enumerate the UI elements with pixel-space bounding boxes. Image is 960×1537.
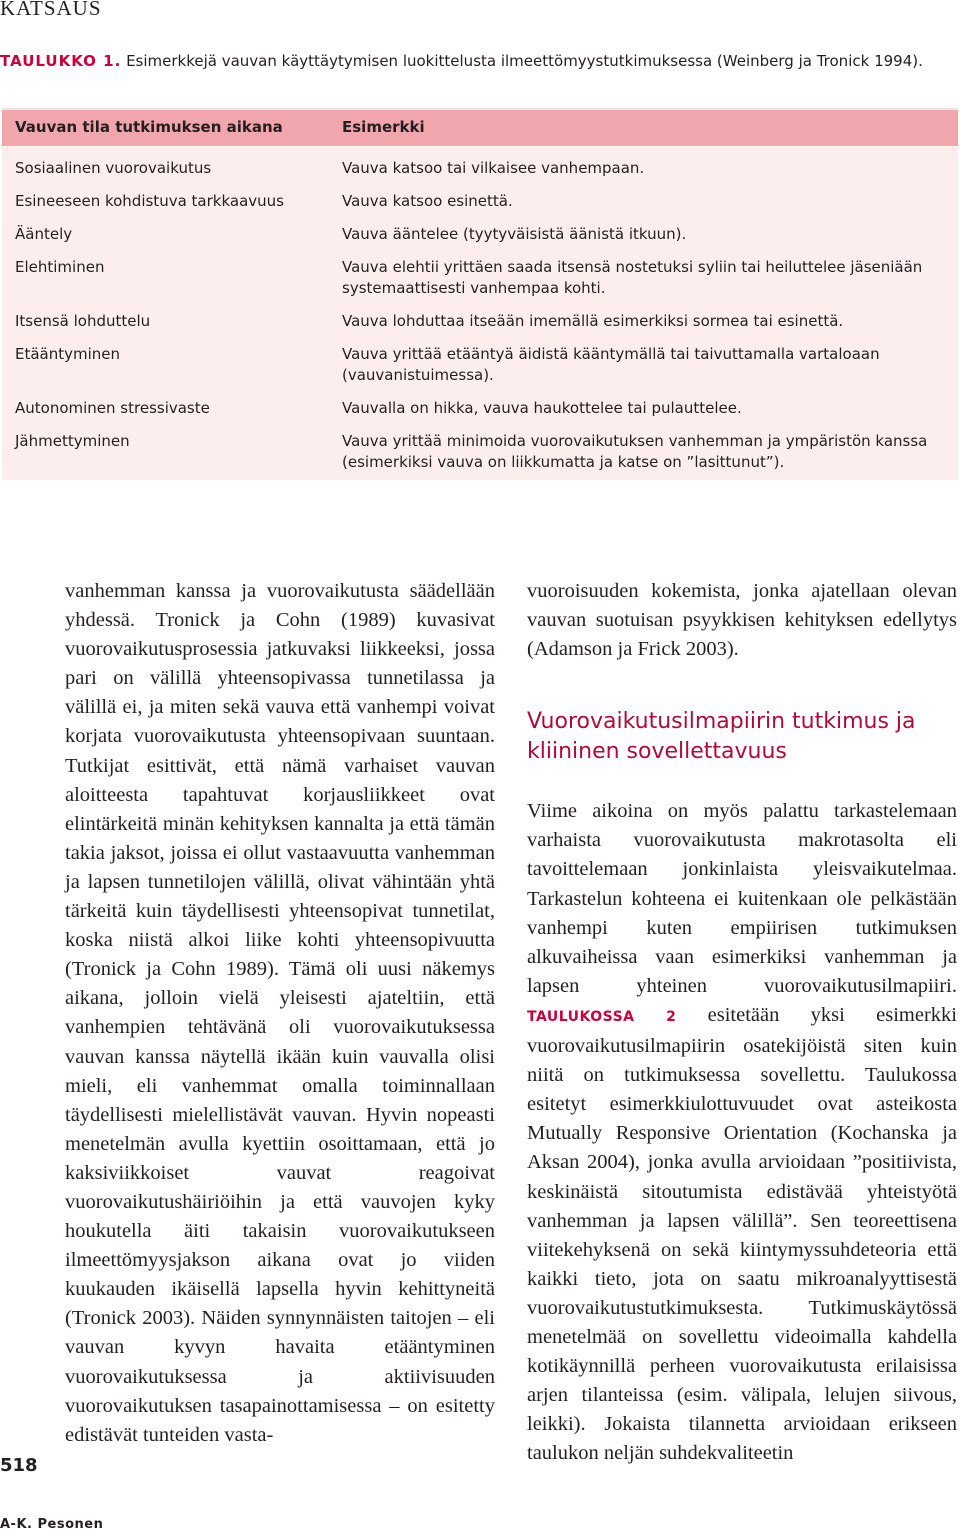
behavior-table (2, 108, 958, 480)
body-paragraph: vanhemman kanssa ja vuorovaikutusta säädellään yhdessä. Tronick ja Cohn (1989) kuvasivat vuorovaikutusprosessia jatkuvaksi liikkeeksi, jossa pari on välillä yhteensopivassa tunnetilassa ja välillä ei, ja miten sekä vauva että vanhempi voivat korjata vuorovaikutusta yhteensopivaan suuntaan. Tutkijat esittivät, että nämä varhaiset vauvan aloitteesta tapahtuvat korjausliikkeet ovat elintärkeitä minän kehityksen kannalta ja että tämän takia jaksot, joissa ei ollut vastaavuutta vanhemman ja lapsen tunnetilojen välillä, olivat vähintään yhtä tärkeitä kuin täydellisesti yhteensopivat tunnetilat, koska niistä alkoi liike kohti yhteensopivuutta (Tronick ja Cohn 1989). Tämä oli uusi näkemys aikana, jolloin vielä yleisesti ajateltiin, että vanhempien tehtävänä oli vuorovaikutuksessa vauvan kanssa näytellä ikään kuin vauvalla olisi mieli, eli vanhemmat omalla toiminnallaan täydellisesti mielellistävät vauvan. Hyvin nopeasti menetelmän avulla kyettiin osoittamaan, että jo kaksiviikkoiset vauvat reagoivat vuorovaikutushäiriöihin ja että vauvojen kyky houkutella äiti takaisin vuorovaikutukseen ilmeettömyysjakson aikana ovat jo viiden kuukauden ikäisellä lapsella hyvin kehittyneitä (Tronick 2003). Näiden synnynnäisten taitojen – eli vauvan kyvyn havaita etääntyminen vuorovaikutuksessa ja aktiivisuuden vuorovaikutuksen tasapainottamisessa – on esitetty edistävät tunteiden vasta- (65, 580, 495, 1446)
body-text: esitetään yksi esimerkki vuorovaikutusilmapiirin osatekijöistä siten kuin niitä on tutkimuksessa sovellettu. Taulukossa esitetyt esimerkkiulottuvuudet ovat asteikosta Mutually Responsive Orientation (Kochanska ja Aksan 2004), jonka avulla arvioidaan ”positiivista, keskinäistä sitoutumista edistävää yhteistyötä vanhemman ja lapsen välillä”. Sen teoreettisena viitekehyksenä on sekä kiintymyssuhdeteoria että kaikki tieto, jota on saatu mikroanalyyttisestä vuorovaikutustutkimuksesta. Tutkimuskäytössä menetelmää on sovellettu videoimalla kahdella kotikäynnillä perheen vuorovaikutusta erilaisissa arjen tilanteissa (esim. välipala, lelujen siivous, leikki). Jokaista tilannetta arvioidaan erikseen taulukon neljän suhdekvaliteetin (527, 1003, 957, 1465)
table-row-example: Vauva yrittää minimoida vuorovaikutuksen vanhemman ja ympäristön kanssa (esimerkiksi vauva on liikkumatta ja katse on ”lasittunut”). (342, 432, 928, 471)
table-header-state: Vauvan tila tutkimuksen aikana (15, 118, 283, 136)
table-row-example: Vauvalla on hikka, vauva haukottelee tai pulauttelee. (342, 399, 742, 417)
table-row-state: Elehtiminen (15, 258, 105, 276)
table-row-state: Itsensä lohduttelu (15, 312, 151, 330)
table-row-state: Etääntyminen (15, 345, 121, 363)
section-label: KATSAUS (0, 0, 102, 20)
table-header-row (2, 110, 958, 146)
table-row-example: Vauva katsoo esinettä. (342, 192, 513, 210)
table-reference: TAULUKOSSA 2 (527, 1008, 677, 1025)
table-row-state: Esineeseen kohdistuva tarkkaavuus (15, 192, 284, 210)
author-footer: A-K. Pesonen (0, 1517, 104, 1532)
section-heading: Vuorovaikutusilmapiirin tutkimus ja kliininen sovellettavuus (527, 709, 916, 765)
table-row-example: Vauva katsoo tai vilkaisee vanhempaan. (342, 159, 645, 177)
table-row-state: Sosiaalinen vuorovaikutus (15, 159, 212, 177)
table-caption-label: TAULUKKO 1. (0, 52, 122, 70)
body-paragraph (527, 797, 957, 1468)
body-column-right (527, 577, 957, 1468)
table-row-example: Vauva yrittää etääntyä äidistä kääntymällä tai taivuttamalla vartaloaan (vauvanistuimessa). (342, 345, 880, 384)
table-row-state: Jähmettyminen (15, 432, 130, 450)
table-row-example: Vauva ääntelee (tyytyväisistä äänistä itkuun). (342, 225, 687, 243)
table-caption (0, 50, 960, 72)
table-header-example: Esimerkki (342, 118, 425, 136)
table-row-state: Ääntely (15, 225, 73, 243)
body-column-left (65, 577, 495, 1450)
table-caption-text: Esimerkkejä vauvan käyttäytymisen luokittelusta ilmeettömyystutkimuksessa (Weinberg ja Tronick 1994). (126, 52, 923, 70)
table-row-example: Vauva lohduttaa itseään imemällä esimerkiksi sormea tai esinettä. (342, 312, 844, 330)
body-text: Viime aikoina on myös palattu tarkastelemaan varhaista vuorovaikutusta makrotasolta eli tavoittelemaan jonkinlaista yleisvaikutelmaa. Tarkastelun kohteena ei kuitenkaan ole pelkästään vanhempi kuten empiirisen tutkimuksen alkuvaiheissa vaan esimerkiksi vanhemman ja lapsen yhteinen vuorovaikutusilmapiiri. (527, 800, 957, 997)
table-row-example: Vauva elehtii yrittäen saada itsensä nostetuksi syliin tai heiluttelee jäseniään systemaattisesti vanhempaa kohti. (342, 258, 923, 297)
body-paragraph: vuoroisuuden kokemista, jonka ajatellaan olevan vauvan suotuisan psyykkisen kehityksen edellytys (Adamson ja Frick 2003). (527, 580, 957, 661)
table-row-state: Autonominen stressivaste (15, 399, 210, 417)
page-number: 518 (0, 1455, 38, 1476)
